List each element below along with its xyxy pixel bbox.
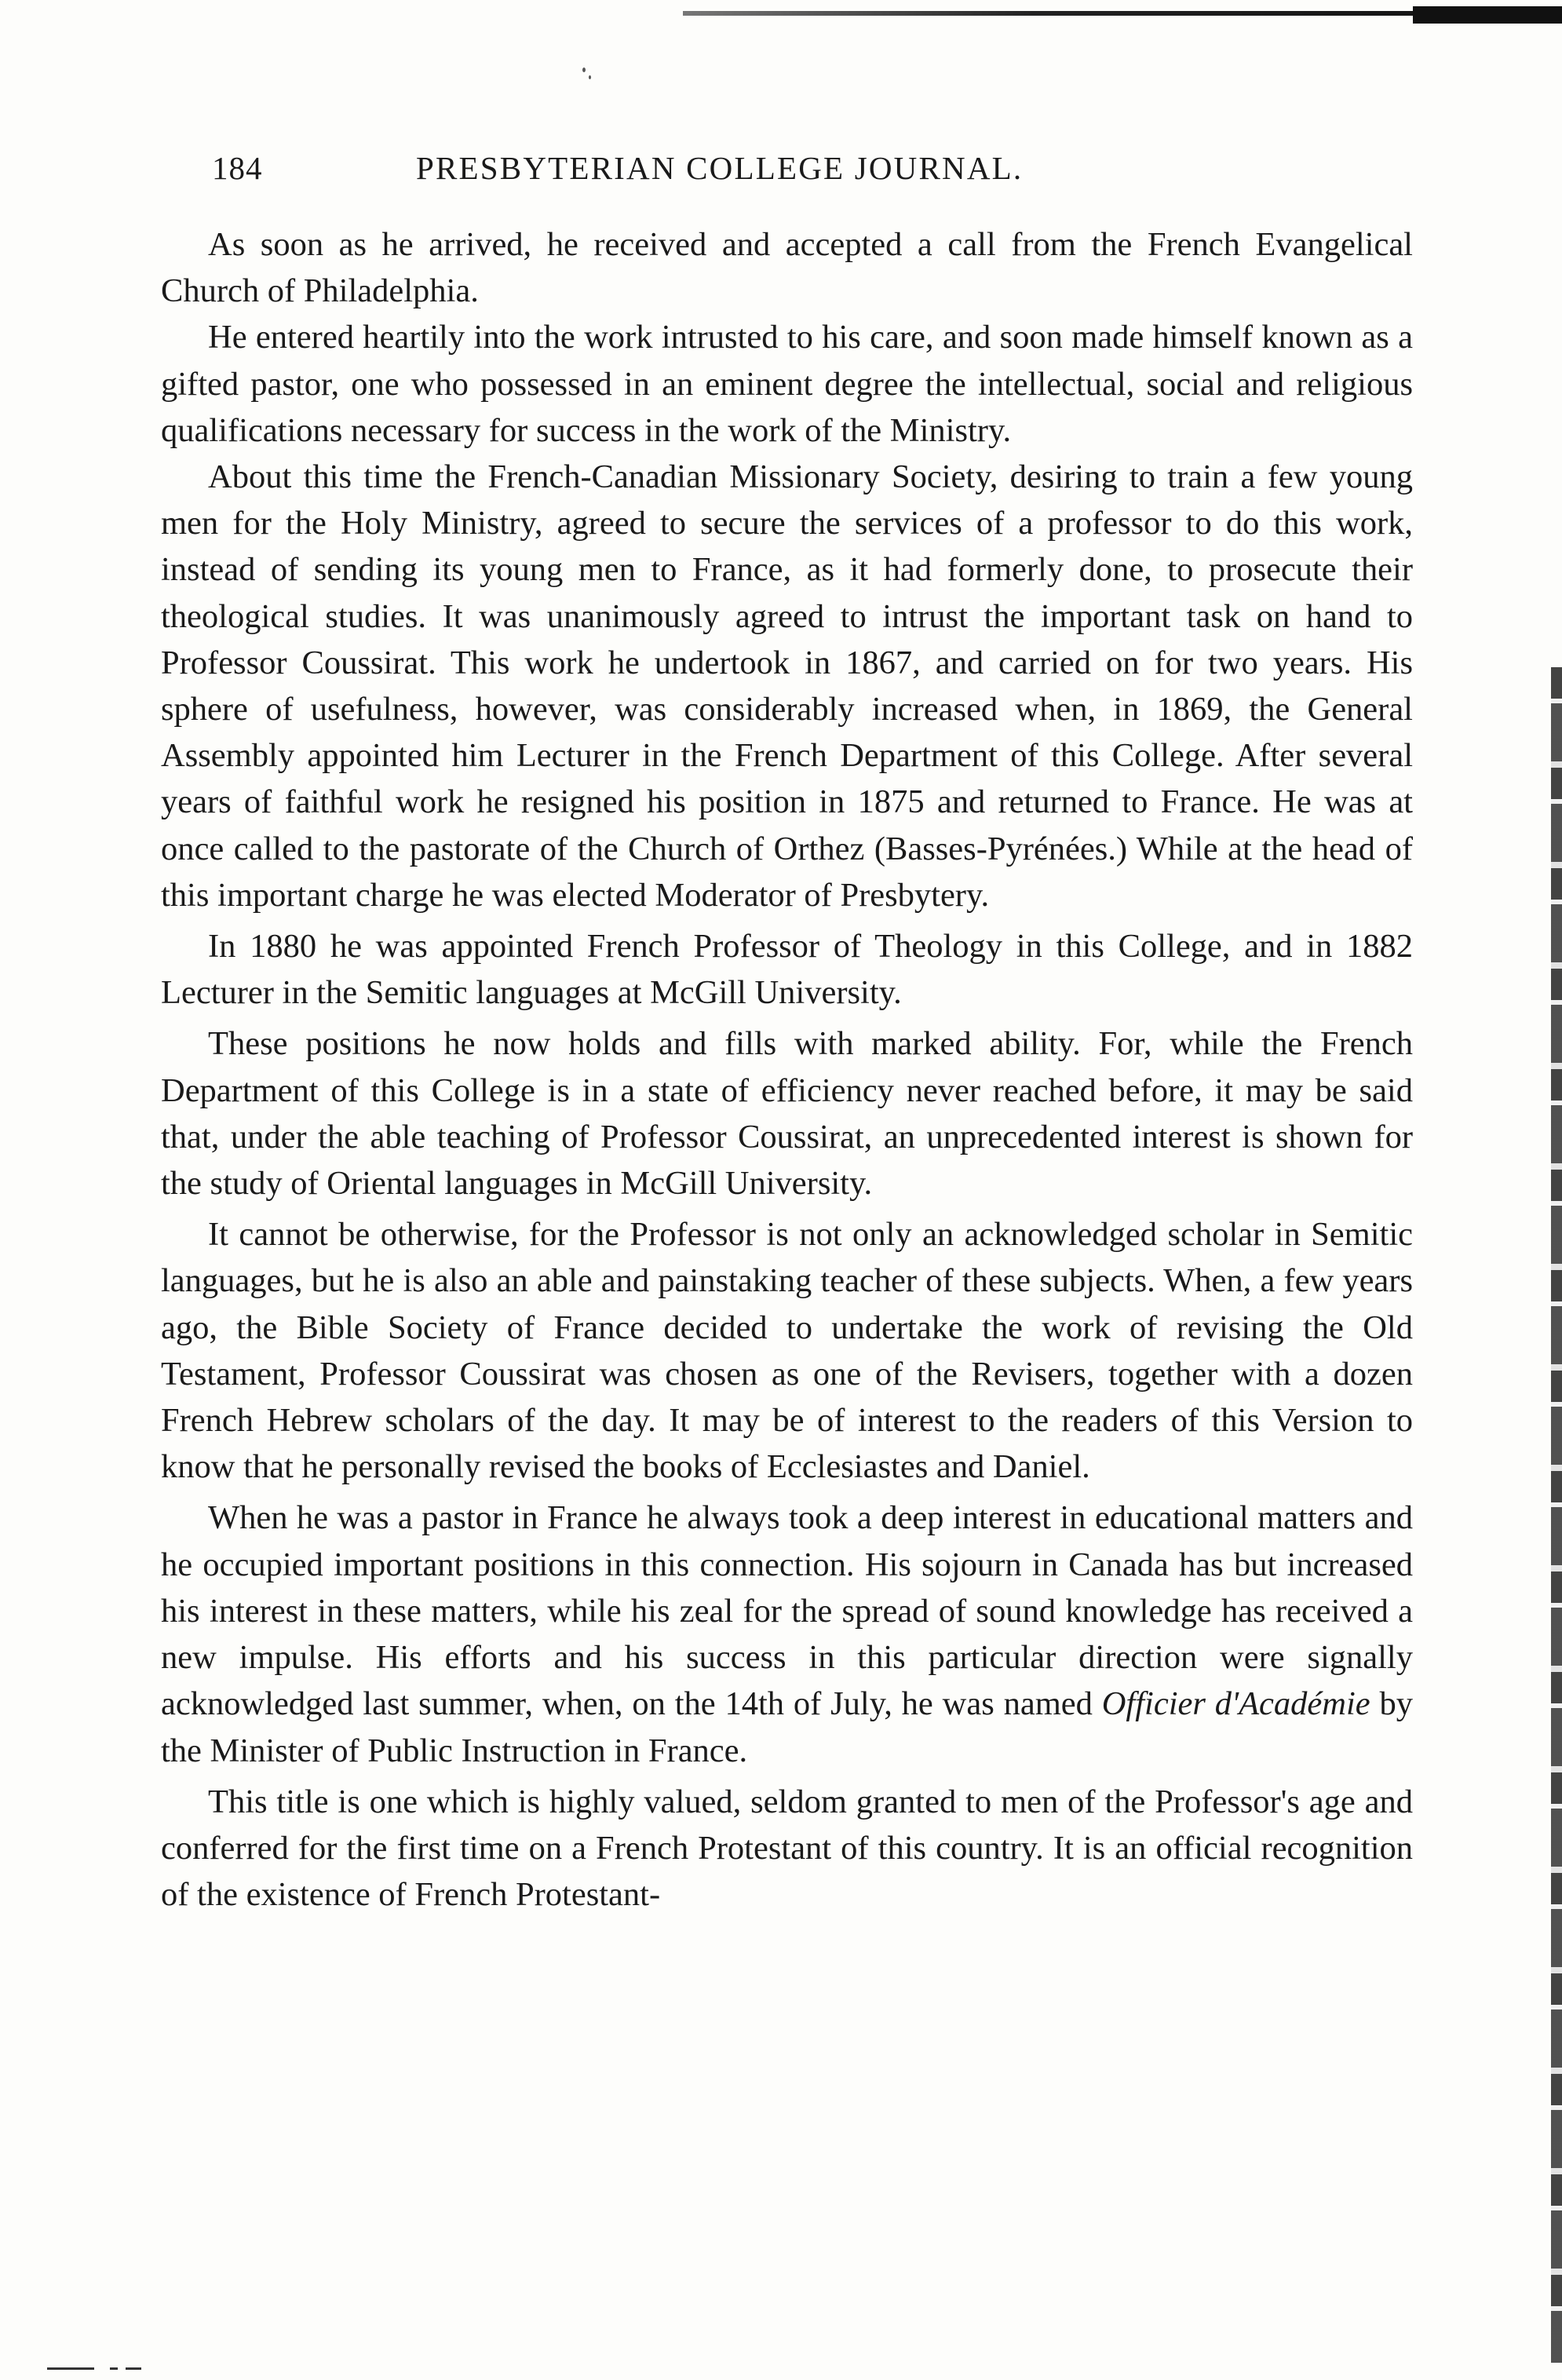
page-number: 184 <box>212 150 263 186</box>
paragraph: It cannot be otherwise, for the Professor is not only an acknowledged scholar in Semitic languages, but he is also an able and painstaking teacher of these subjects. When, a few years ago, the Bible Society of France decided to undertake the work of revising the Old Testament, Professor Coussirat was chosen as one of the Revisers, together with a dozen French Hebrew scholars of the day. It may be of interest to the readers of this Version to know that he personally revised the books of Ecclesiastes and Daniel. <box>161 1216 1413 1486</box>
paragraph: As soon as he arrived, he received and accepted a call from the French Evangelical Church of Philadelphia. <box>161 226 1413 310</box>
paragraph: These positions he now holds and fills with marked ability. For, while the French Department of this College is in a state of efficiency never reached before, it may be said that, under the able teaching of Professor Coussirat, an unprecedented interest is shown for the study of Oriental languages in McGill University. <box>161 1025 1413 1203</box>
top-scan-bar <box>1413 6 1562 24</box>
paragraph: He entered heartily into the work intrusted to his care, and soon made himself known as a gifted pastor, one who possessed in an eminent degree the intellectual, social and religious qualifications necessary for success in the work of the Ministry. <box>161 319 1413 449</box>
page-edge-shadow <box>1551 667 1562 2363</box>
paragraph: About this time the French-Canadian Missionary Society, desiring to train a few young men for the Holy Ministry, agreed to secure the services of a professor to do this work, instead of sending its young men to France, as it had formerly done, to prosecute their theological studies. It was unanimously agreed to intrust the important task on hand to Professor Coussirat. This work he undertook in 1867, and carried on for two years. His sphere of usefulness, however, was considerably increased when, in 1869, the General Assembly appointed him Lecturer in the French Department of this College. After several years of faithful work he resigned his position in 1875 and returned to France. He was at once called to the pastorate of the Church of Orthez (Basses-Pyrénées.) While at the head of this important charge he was elected Moderator of Presbytery. <box>161 458 1413 914</box>
journal-title: PRESBYTERIAN COLLEGE JOURNAL. <box>416 150 1024 186</box>
paragraph <box>161 1495 1413 1773</box>
bottom-scan-mark <box>47 2367 141 2370</box>
paragraph-text: by the Minister of Public Instruction in France. <box>161 1685 1413 1769</box>
paragraph-text: When he was a pastor in France he always took a deep interest in educational matters and he occupied important positions in this connection. His sojourn in Canada has but increased his interest in these matters, while his zeal for the spread of sound knowledge has received a new impulse. His efforts and his success in this particular direction were signally acknowledged last summer, when, on the 14th of July, he was named <box>161 1499 1413 1723</box>
scan-speck <box>589 75 591 79</box>
paragraph: In 1880 he was appointed French Professor of Theology in this College, and in 1882 Lecturer in the Semitic languages at McGill University. <box>161 928 1413 1012</box>
italic-title: Officier d'Académie <box>1101 1685 1370 1723</box>
paragraph: This title is one which is highly valued, seldom granted to men of the Professor's age and conferred for the first time on a French Protestant of this country. It is an official recognition of the existence of French Protestant- <box>161 1783 1413 1914</box>
scan-speck <box>582 68 586 72</box>
body-text <box>161 221 1413 1918</box>
running-head <box>212 149 1413 196</box>
